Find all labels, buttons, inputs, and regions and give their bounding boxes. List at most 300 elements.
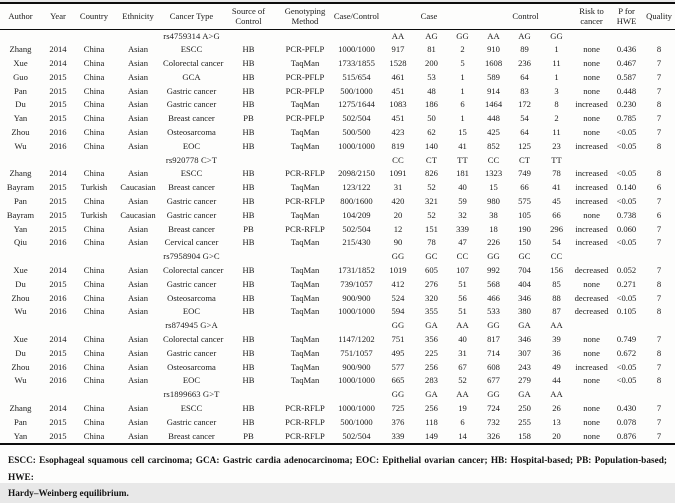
control-genotype1-count: 677	[487, 375, 500, 386]
case-genotype1-count: 1083	[389, 99, 407, 110]
author-cell: Wu	[14, 140, 27, 151]
case-genotype1-count: 917	[391, 44, 405, 55]
year-cell: 2016	[49, 361, 67, 372]
control-genotype3-count: 1	[554, 71, 559, 82]
year-cell: 2015	[49, 209, 67, 220]
genotyping-method-cell: PCR-PFLP	[285, 71, 325, 82]
ethnicity-cell: Caucasian	[120, 209, 156, 220]
genotyping-method-cell: TaqMan	[290, 306, 320, 317]
control-genotype-label: GG	[550, 30, 563, 41]
quality-cell: 7	[656, 58, 662, 69]
source-of-control-cell: HB	[242, 99, 255, 110]
quality-cell: 7	[656, 430, 662, 441]
year-cell: 2015	[49, 99, 67, 110]
cancer-type-cell: Osteosarcoma	[167, 361, 216, 372]
year-cell: 2014	[49, 44, 67, 55]
quality-cell: 7	[656, 71, 662, 82]
p-for-hwe-cell: <0.05	[616, 361, 637, 372]
risk-to-cancer-cell: none	[583, 334, 600, 345]
ethnicity-cell: Asian	[127, 375, 149, 386]
case-genotype2-count: 276	[425, 278, 438, 289]
empty-cell	[41, 250, 75, 264]
cancer-type-cell: ESCC	[180, 168, 203, 179]
genotyping-method-cell: TaqMan	[290, 209, 320, 220]
case-control-cell: 1275/1644	[338, 99, 375, 110]
case-genotype2-count: 200	[425, 58, 438, 69]
empty-cell	[643, 250, 675, 264]
author-cell: Bayram	[6, 209, 35, 220]
p-for-hwe-cell: 0.672	[616, 347, 637, 358]
p-for-hwe-cell: <0.05	[616, 127, 637, 138]
ethnicity-cell: Asian	[127, 44, 149, 55]
empty-cell	[573, 29, 610, 43]
quality-cell: 7	[656, 334, 662, 345]
empty-cell	[573, 388, 610, 402]
control-genotype2-count: 150	[518, 237, 531, 248]
case-control-cell: 500/1000	[340, 416, 373, 427]
footnote-line2: Hardy–Weinberg equilibrium.	[8, 489, 129, 500]
study-row	[0, 85, 675, 99]
case-genotype2-count: 186	[425, 99, 438, 110]
author-cell: Zhou	[11, 292, 30, 303]
case-genotype1-count: 451	[391, 113, 405, 124]
author-cell: Yan	[13, 223, 28, 234]
p-for-hwe-cell: 0.105	[616, 306, 637, 317]
source-of-control-line1: Source of	[231, 5, 266, 16]
case-genotype-label: CT	[425, 154, 438, 165]
ethnicity-cell: Asian	[127, 85, 149, 96]
control-genotype2-count: 172	[518, 99, 531, 110]
snp-label: rs7958904 G>C	[163, 251, 220, 262]
case-genotype2-count: 826	[425, 168, 438, 179]
p-for-hwe-cell: 0.876	[616, 430, 637, 441]
ethnicity-cell: Asian	[127, 265, 149, 276]
p-for-hwe-cell: 0.060	[616, 223, 637, 234]
quality-cell: 6	[656, 209, 662, 220]
ethnicity-cell: Asian	[127, 306, 149, 317]
control-genotype3-count: 39	[552, 334, 561, 345]
control-genotype2-count: 54	[520, 113, 529, 124]
control-genotype1-count: 38	[489, 209, 498, 220]
genotyping-method-cell: TaqMan	[290, 99, 320, 110]
p-for-hwe-cell: 0.430	[616, 403, 637, 414]
source-of-control-cell: HB	[242, 334, 255, 345]
p-for-hwe-cell: <0.05	[616, 237, 637, 248]
source-of-control-cell: HB	[242, 306, 255, 317]
paper-page	[0, 2, 675, 500]
quality-cell: 7	[656, 196, 662, 207]
case-genotype1-count: 451	[391, 85, 405, 96]
year-cell: 2016	[49, 306, 67, 317]
empty-cell	[220, 319, 277, 333]
empty-cell	[277, 250, 333, 264]
quality-cell: 7	[656, 265, 662, 276]
p-for-hwe-cell: 0.467	[616, 58, 637, 69]
risk-to-cancer-cell: increased	[575, 237, 608, 248]
case-control-cell: 739/1057	[340, 278, 373, 289]
control-genotype-label: TT	[551, 154, 562, 165]
snp-section-row	[0, 250, 675, 264]
genotyping-method-cell: TaqMan	[290, 265, 320, 276]
control-genotype2-count: 250	[518, 403, 531, 414]
source-of-control-cell: HB	[242, 127, 255, 138]
genotyping-method-cell: PCR-RFLP	[285, 223, 325, 234]
empty-cell	[333, 29, 380, 43]
control-genotype3-count: 23	[552, 140, 561, 151]
country-cell: China	[83, 361, 105, 372]
control-genotype2-count: 236	[518, 58, 531, 69]
case-genotype3-count: 31	[458, 347, 467, 358]
risk-to-cancer-cell: none	[583, 278, 600, 289]
quality-cell: 7	[656, 237, 662, 248]
ethnicity-cell: Asian	[127, 127, 149, 138]
case-control-cell: 215/430	[342, 237, 371, 248]
empty-cell	[113, 250, 163, 264]
genotyping-method-cell: TaqMan	[290, 127, 320, 138]
case-genotype2-count: 256	[425, 361, 438, 372]
case-genotype-label: GG	[456, 30, 469, 41]
author-cell: Pan	[14, 416, 27, 427]
year-cell: 2016	[49, 375, 67, 386]
study-row	[0, 416, 675, 430]
case-genotype2-count: 356	[425, 334, 438, 345]
genotyping-method-cell: PCR-PFLP	[285, 44, 325, 55]
country-cell: China	[83, 265, 105, 276]
case-genotype-label: CC	[392, 154, 404, 165]
case-genotype1-count: 524	[391, 292, 405, 303]
study-row	[0, 140, 675, 154]
study-row	[0, 374, 675, 388]
control-genotype2-count: 64	[520, 71, 529, 82]
cancer-type-cell: Gastric cancer	[166, 278, 217, 289]
control-genotype3-count: 8	[554, 99, 559, 110]
country-cell: China	[83, 85, 105, 96]
p-for-hwe-cell: 0.436	[616, 44, 637, 55]
case-genotype1-count: 423	[391, 127, 405, 138]
table-footnote	[8, 453, 667, 503]
study-row	[0, 236, 675, 250]
snp-section-row	[0, 154, 675, 168]
empty-cell	[610, 319, 643, 333]
year-cell: 2014	[49, 265, 67, 276]
risk-to-cancer-cell: none	[583, 403, 600, 414]
empty-cell	[75, 154, 113, 168]
p-for-hwe-cell: <0.05	[616, 196, 637, 207]
control-genotype1-count: 714	[487, 347, 500, 358]
risk-to-cancer-cell: none	[583, 127, 600, 138]
control-genotype1-count: 1464	[484, 99, 503, 110]
quality-cell: 7	[656, 223, 662, 234]
case-genotype-label: AA	[456, 389, 469, 400]
p-for-hwe-cell: 0.140	[616, 182, 637, 193]
quality-cell: 7	[656, 127, 662, 138]
cancer-type-cell: GCA	[182, 71, 201, 82]
case-genotype3-count: 40	[458, 182, 467, 193]
empty-cell	[277, 29, 333, 43]
control-genotype3-count: 36	[552, 347, 561, 358]
control-genotype1-count: 425	[487, 127, 500, 138]
country-cell: Turkish	[80, 182, 108, 193]
col-header-quality: Quality	[643, 3, 675, 29]
control-genotype1-count: 466	[487, 292, 500, 303]
case-genotype1-count: 339	[391, 430, 405, 441]
case-control-cell: 1000/1000	[338, 306, 375, 317]
control-genotype1-count: 326	[487, 430, 500, 441]
empty-cell	[113, 388, 163, 402]
control-genotype3-count: 1	[554, 44, 559, 55]
case-genotype2-count: 48	[427, 85, 436, 96]
source-of-control-cell: PB	[243, 430, 254, 441]
study-row	[0, 264, 675, 278]
genotyping-method-cell: TaqMan	[290, 361, 320, 372]
cancer-type-cell: EOC	[182, 306, 201, 317]
control-genotype3-count: 3	[554, 85, 559, 96]
empty-cell	[573, 250, 610, 264]
case-genotype3-count: 51	[458, 306, 467, 317]
case-genotype3-count: 6	[460, 416, 465, 427]
control-genotype1-count: 732	[487, 416, 500, 427]
case-control-cell: 1000/1000	[338, 140, 375, 151]
p-for-hwe-cell: <0.05	[616, 140, 637, 151]
author-cell: Zhou	[11, 361, 30, 372]
country-cell: China	[83, 223, 105, 234]
empty-cell	[643, 154, 675, 168]
country-cell: China	[83, 99, 105, 110]
author-cell: Xue	[13, 58, 28, 69]
quality-cell: 8	[656, 44, 662, 55]
risk-to-cancer-cell: none	[583, 44, 600, 55]
empty-cell	[113, 154, 163, 168]
case-genotype-label: GG	[391, 320, 405, 331]
author-cell: Bayram	[6, 182, 35, 193]
case-genotype-label: TT	[457, 154, 468, 165]
year-cell: 2015	[49, 278, 67, 289]
control-genotype1-count: 1323	[484, 168, 503, 179]
country-cell: China	[83, 140, 105, 151]
source-of-control-cell: HB	[242, 58, 255, 69]
case-genotype3-count: 14	[458, 430, 467, 441]
control-genotype2-count: 346	[518, 292, 531, 303]
author-cell: Wu	[14, 306, 27, 317]
cancer-type-cell: Breast cancer	[168, 182, 215, 193]
empty-cell	[277, 154, 333, 168]
case-control-cell: 800/1600	[340, 196, 373, 207]
ethnicity-cell: Asian	[127, 361, 149, 372]
quality-cell: 7	[656, 85, 662, 96]
risk-to-cancer-cell: none	[583, 209, 600, 220]
control-genotype3-count: 156	[550, 265, 563, 276]
genotyping-method-cell: TaqMan	[290, 237, 320, 248]
case-genotype3-count: 52	[458, 375, 467, 386]
snp-label: rs1899663 G>T	[163, 389, 220, 400]
control-genotype3-count: 66	[552, 209, 561, 220]
case-genotype1-count: 751	[391, 334, 405, 345]
empty-cell	[75, 319, 113, 333]
study-row	[0, 57, 675, 71]
empty-cell	[610, 250, 643, 264]
author-cell: Du	[15, 278, 26, 289]
control-genotype3-count: 78	[552, 168, 561, 179]
snp-label: rs920778 C>T	[165, 154, 218, 165]
source-of-control-cell: HB	[242, 237, 255, 248]
study-characteristics-table	[0, 2, 675, 445]
case-genotype3-count: 1	[460, 85, 465, 96]
control-genotype2-count: 380	[518, 306, 531, 317]
study-row	[0, 209, 675, 223]
country-cell: China	[83, 416, 105, 427]
country-cell: China	[83, 237, 105, 248]
case-control-cell: 502/504	[342, 430, 371, 441]
author-cell: Zhou	[11, 127, 30, 138]
col-header-ethnicity: Ethnicity	[113, 3, 163, 29]
country-cell: China	[83, 375, 105, 386]
control-genotype3-count: 41	[552, 182, 561, 193]
header-row	[0, 3, 675, 29]
case-genotype3-count: 47	[458, 237, 467, 248]
case-control-cell: 751/1057	[340, 347, 373, 358]
control-genotype3-count: 11	[552, 58, 561, 69]
case-genotype3-count: 67	[458, 361, 467, 372]
risk-to-cancer-cell: increased	[575, 182, 608, 193]
risk-to-cancer-cell: decreased	[574, 265, 609, 276]
empty-cell	[220, 388, 277, 402]
control-genotype1-count: 852	[487, 140, 500, 151]
risk-to-cancer-cell: increased	[575, 361, 608, 372]
control-genotype-label: AA	[550, 389, 563, 400]
control-genotype1-count: 568	[487, 278, 500, 289]
empty-cell	[333, 388, 380, 402]
ethnicity-cell: Caucasian	[120, 182, 156, 193]
empty-cell	[643, 29, 675, 43]
control-genotype1-count: 608	[487, 361, 500, 372]
control-genotype-label: GG	[487, 251, 500, 262]
control-genotype-label: GA	[518, 320, 531, 331]
case-genotype-label: GG	[391, 389, 405, 400]
case-genotype1-count: 819	[391, 140, 405, 151]
source-of-control-cell: PB	[243, 113, 254, 124]
case-genotype3-count: 1	[460, 113, 465, 124]
case-genotype1-count: 376	[391, 416, 405, 427]
empty-cell	[0, 29, 41, 43]
ethnicity-cell: Asian	[127, 99, 149, 110]
snp-section-row	[0, 29, 675, 43]
case-genotype1-count: 12	[393, 223, 403, 234]
case-genotype3-count: 19	[458, 403, 467, 414]
control-genotype1-count: 992	[487, 265, 500, 276]
case-genotype2-count: 320	[425, 292, 438, 303]
case-genotype3-count: 107	[456, 265, 469, 276]
quality-cell: 8	[656, 99, 662, 110]
country-cell: China	[83, 278, 105, 289]
study-row	[0, 167, 675, 181]
country-cell: China	[83, 292, 105, 303]
case-genotype3-count: 6	[460, 99, 465, 110]
study-row	[0, 430, 675, 445]
year-cell: 2014	[49, 334, 67, 345]
p-for-hwe-cell: 0.749	[616, 334, 637, 345]
case-genotype1-count: 31	[393, 182, 403, 193]
country-cell: China	[83, 347, 105, 358]
control-genotype1-count: 1608	[484, 58, 503, 69]
empty-cell	[0, 388, 41, 402]
empty-cell	[643, 388, 675, 402]
case-control-cell: 2098/2150	[338, 168, 375, 179]
empty-cell	[573, 319, 610, 333]
ethnicity-cell: Asian	[127, 196, 149, 207]
case-genotype2-count: 321	[425, 196, 438, 207]
study-row	[0, 347, 675, 361]
year-cell: 2015	[49, 223, 67, 234]
risk-to-cancer-cell: none	[583, 347, 600, 358]
p-for-hwe-cell: <0.05	[616, 292, 637, 303]
col-header-case-control: Case/Control	[333, 3, 380, 29]
source-of-control-cell: PB	[243, 223, 254, 234]
control-genotype1-count: 226	[487, 237, 500, 248]
ethnicity-cell: Asian	[127, 292, 149, 303]
col-header-year: Year	[41, 3, 75, 29]
control-genotype3-count: 26	[552, 403, 561, 414]
p-for-hwe-cell: 0.785	[616, 113, 637, 124]
source-of-control-cell: HB	[242, 196, 255, 207]
control-genotype-label: CC	[550, 251, 563, 262]
control-genotype3-count: 2	[554, 113, 559, 124]
case-genotype1-count: 577	[391, 361, 405, 372]
study-row	[0, 402, 675, 416]
control-genotype-label: GA	[518, 389, 531, 400]
cancer-type-cell: Breast cancer	[168, 430, 215, 441]
year-cell: 2016	[49, 237, 67, 248]
author-cell: Yan	[13, 430, 28, 441]
case-genotype3-count: 2	[460, 44, 465, 55]
risk-to-cancer-line1: Risk to	[579, 5, 604, 16]
snp-label: rs874945 G>A	[165, 320, 218, 331]
risk-to-cancer-cell: increased	[575, 223, 608, 234]
control-genotype1-count: 910	[487, 44, 500, 55]
year-cell: 2016	[49, 140, 67, 151]
country-cell: China	[83, 71, 105, 82]
empty-cell	[610, 154, 643, 168]
ethnicity-cell: Asian	[127, 71, 149, 82]
study-row	[0, 223, 675, 237]
control-genotype2-count: 255	[518, 416, 531, 427]
study-row	[0, 305, 675, 319]
case-genotype3-count: 32	[458, 209, 467, 220]
control-genotype-label: AA	[487, 30, 500, 41]
col-group-control: Control	[478, 3, 573, 29]
case-genotype1-count: 725	[391, 403, 405, 414]
control-genotype2-count: 158	[518, 430, 531, 441]
case-genotype2-count: 50	[427, 113, 436, 124]
case-control-cell: 500/1000	[340, 85, 373, 96]
genotyping-method-cell: TaqMan	[290, 140, 320, 151]
control-genotype3-count: 13	[552, 416, 561, 427]
control-genotype3-count: 44	[552, 375, 561, 386]
genotyping-method-cell: TaqMan	[290, 347, 320, 358]
source-of-control-cell: HB	[242, 361, 255, 372]
p-for-hwe-cell: <0.05	[616, 375, 637, 386]
table-header	[0, 3, 675, 29]
cancer-type-cell: ESCC	[180, 403, 203, 414]
p-for-hwe-cell: 0.230	[616, 99, 637, 110]
empty-cell	[220, 154, 277, 168]
case-genotype2-count: 62	[427, 127, 436, 138]
author-cell: Wu	[14, 375, 27, 386]
source-of-control-cell: HB	[242, 209, 255, 220]
case-genotype1-count: 594	[391, 306, 405, 317]
control-genotype2-count: 190	[518, 223, 531, 234]
risk-to-cancer-cell: none	[583, 375, 600, 386]
genotyping-method-cell: PCR-RFLP	[285, 168, 325, 179]
